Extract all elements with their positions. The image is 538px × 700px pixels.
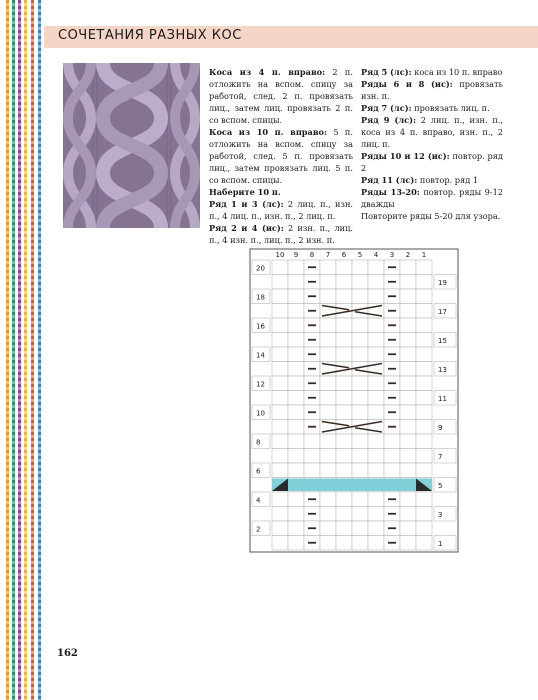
row-label: 16 xyxy=(256,322,265,331)
row-label: 10 xyxy=(256,409,265,418)
chart-cell xyxy=(272,362,288,377)
chart-cell xyxy=(416,260,432,275)
chart-cell xyxy=(272,376,288,391)
chart-cell xyxy=(368,434,384,449)
chart-cell xyxy=(320,391,336,406)
page-number: 162 xyxy=(57,648,78,659)
chart-cell xyxy=(288,275,304,290)
chart-cell xyxy=(272,434,288,449)
chart-cell xyxy=(352,492,368,507)
chart-cell xyxy=(272,521,288,536)
chart-cell xyxy=(400,304,416,319)
chart-cell xyxy=(416,536,432,551)
chart-cell xyxy=(320,405,336,420)
chart-cell xyxy=(272,260,288,275)
chart-cell xyxy=(320,318,336,333)
chart-cell xyxy=(384,463,400,478)
row-label: 4 xyxy=(256,496,261,505)
chart-cell xyxy=(400,521,416,536)
chart-cell xyxy=(288,521,304,536)
chart-cell xyxy=(416,420,432,435)
chart-cell xyxy=(272,492,288,507)
chart-cell xyxy=(352,449,368,464)
chart-cell xyxy=(288,318,304,333)
chart-cell xyxy=(416,405,432,420)
chart-cell xyxy=(400,420,416,435)
chart-cell xyxy=(352,289,368,304)
chart-cell xyxy=(368,405,384,420)
chart-cell xyxy=(416,391,432,406)
chart-cell xyxy=(320,275,336,290)
chart-cell xyxy=(272,347,288,362)
chart-cell xyxy=(288,260,304,275)
row-label: 5 xyxy=(438,482,443,490)
chart-cell xyxy=(352,376,368,391)
chart-cell xyxy=(288,405,304,420)
chart-cell xyxy=(400,434,416,449)
chart-cell xyxy=(272,507,288,522)
chart-cell xyxy=(272,449,288,464)
column-label: 4 xyxy=(373,251,379,259)
row-label: 8 xyxy=(256,438,261,447)
chart-cell xyxy=(400,536,416,551)
chart-cell xyxy=(320,260,336,275)
chart-cell xyxy=(304,463,320,478)
chart-cell xyxy=(288,391,304,406)
chart-cell xyxy=(352,463,368,478)
chart-cell xyxy=(352,391,368,406)
column-label: 5 xyxy=(357,251,363,259)
instruction-line: Ряд 9 (лс): 2 лиц. п., изн. п., коса из 4 п. вправо, изн. п., 2 лиц. п. xyxy=(361,115,503,149)
chart-cell xyxy=(336,463,352,478)
chart-cell xyxy=(288,304,304,319)
chart-cell xyxy=(320,521,336,536)
row-label: 15 xyxy=(438,337,447,345)
chart-cell xyxy=(400,391,416,406)
chart-cell xyxy=(416,492,432,507)
chart-cell xyxy=(336,434,352,449)
chart-cell xyxy=(352,318,368,333)
chart-cell xyxy=(320,492,336,507)
chart-cell xyxy=(368,318,384,333)
instruction-line: Ряд 1 и 3 (лс): 2 лиц. п., изн. п., 4 лиц. п., изн. п., 2 лиц. п. xyxy=(209,199,354,221)
yarn-strand-red xyxy=(31,0,34,700)
instruction-line: Ряды 6 и 8 (ис): провязать изн. п. xyxy=(361,79,503,101)
instruction-line: Ряды 10 и 12 (ис): повтор. ряд 2 xyxy=(361,151,503,173)
chart-cell xyxy=(368,463,384,478)
chart-cell xyxy=(320,507,336,522)
chart-cell xyxy=(368,492,384,507)
chart-cell xyxy=(352,347,368,362)
instruction-line: Наберите 10 п. xyxy=(209,187,281,197)
row-label: 2 xyxy=(256,525,261,534)
chart-cell xyxy=(288,434,304,449)
chart-cell xyxy=(368,275,384,290)
chart-cell xyxy=(272,463,288,478)
chart-cell xyxy=(336,347,352,362)
chart-cell xyxy=(368,289,384,304)
column-label: 6 xyxy=(341,251,347,259)
knitting-chart xyxy=(244,248,460,564)
chart-cell xyxy=(336,521,352,536)
chart-cell xyxy=(416,275,432,290)
column-label: 1 xyxy=(421,251,427,259)
chart-cell xyxy=(272,289,288,304)
chart-cell xyxy=(352,333,368,348)
row-label: 20 xyxy=(256,264,265,273)
chart-cell xyxy=(272,333,288,348)
row-label: 18 xyxy=(256,293,265,302)
chart-cell xyxy=(288,536,304,551)
chart-cell xyxy=(416,333,432,348)
chart-cell xyxy=(400,289,416,304)
chart-cell xyxy=(336,333,352,348)
chart-cell xyxy=(320,449,336,464)
instruction-line: Ряд 11 (лс): повтор. ряд 1 xyxy=(361,175,479,185)
chart-cell xyxy=(400,260,416,275)
row-label: 11 xyxy=(438,395,447,403)
chart-cell xyxy=(272,420,288,435)
chart-cell xyxy=(320,463,336,478)
chart-cell xyxy=(320,289,336,304)
chart-cell xyxy=(288,463,304,478)
chart-cell xyxy=(352,434,368,449)
chart-cell xyxy=(416,318,432,333)
row-label-cell xyxy=(252,492,270,507)
instruction-line: Коса из 4 п. вправо: 2 п. отложить на вспом. спицу за работой, след. 2 п. провязать лиц., затем лиц. провязать 2 п. со вспом. спицы. xyxy=(209,67,353,125)
instructions-right-column xyxy=(361,66,503,222)
row-label: 12 xyxy=(256,380,265,389)
instruction-line: Повторите ряды 5-20 для узора. xyxy=(361,211,501,221)
chart-cell xyxy=(400,405,416,420)
chart-cell xyxy=(272,318,288,333)
chart-cell xyxy=(400,449,416,464)
chart-cell xyxy=(320,536,336,551)
instruction-line: Ряд 7 (лс): провязать лиц. п. xyxy=(361,103,490,113)
chart-cell xyxy=(288,376,304,391)
row-label: 13 xyxy=(438,366,447,374)
chart-cell xyxy=(416,304,432,319)
chart-cell xyxy=(288,420,304,435)
instruction-line: Коса из 10 п. вправо: 5 п. отложить на вспом. спицу за работой, след. 5 п. провязать лиц., затем провязать лиц. 5 п. со вспом. спицы. xyxy=(209,127,353,185)
chart-cell xyxy=(416,507,432,522)
chart-cell xyxy=(336,275,352,290)
chart-cell xyxy=(368,507,384,522)
chart-cell xyxy=(416,362,432,377)
chart-cell xyxy=(352,405,368,420)
yarn-strand-yellow xyxy=(24,0,27,700)
chart-cell xyxy=(320,347,336,362)
chart-cell xyxy=(336,405,352,420)
chart-cell xyxy=(416,434,432,449)
chart-cell xyxy=(272,391,288,406)
chart-cell xyxy=(352,260,368,275)
chart-cell xyxy=(272,405,288,420)
chart-cell xyxy=(336,507,352,522)
instruction-line: Ряды 13-20: повтор. ряды 9-12 дважды xyxy=(361,187,503,209)
instruction-line: Ряд 2 и 4 (ис): 2 изн. п., лиц. п., 4 изн. п., лиц. п., 2 изн. п. xyxy=(209,223,353,245)
chart-cell xyxy=(368,536,384,551)
chart-cell xyxy=(400,275,416,290)
instructions-left-column xyxy=(209,66,353,246)
column-label: 7 xyxy=(325,251,331,259)
chart-cell xyxy=(288,333,304,348)
yarn-strand-green xyxy=(12,0,15,700)
column-label: 2 xyxy=(405,251,411,259)
chart-cell xyxy=(336,492,352,507)
chart-cell xyxy=(368,333,384,348)
chart-cell xyxy=(368,391,384,406)
row-label: 3 xyxy=(438,511,443,519)
chart-cell xyxy=(416,449,432,464)
chart-cell xyxy=(288,362,304,377)
chart-cell xyxy=(336,391,352,406)
row-label: 17 xyxy=(438,308,447,316)
chart-cell xyxy=(288,347,304,362)
chart-cell xyxy=(400,507,416,522)
chart-cell xyxy=(416,521,432,536)
chart-cell xyxy=(272,536,288,551)
chart-cell xyxy=(384,449,400,464)
knit-swatch-photo xyxy=(63,63,200,228)
chart-cell xyxy=(368,347,384,362)
chart-cell xyxy=(304,434,320,449)
chart-cell xyxy=(368,521,384,536)
chart-cell xyxy=(400,492,416,507)
instruction-line: Ряд 5 (лс): коса из 10 п. вправо xyxy=(361,67,503,77)
chart-cell xyxy=(352,275,368,290)
chart-cell xyxy=(368,376,384,391)
cable-10-band xyxy=(272,479,432,492)
chart-cell xyxy=(336,260,352,275)
chart-cell xyxy=(336,376,352,391)
yarn-strand-blue xyxy=(38,0,41,700)
chart-cell xyxy=(400,347,416,362)
page-title: СОЧЕТАНИЯ РАЗНЫХ КОС xyxy=(58,28,242,43)
chart-cell xyxy=(336,318,352,333)
row-label: 9 xyxy=(438,424,443,432)
row-label: 19 xyxy=(438,279,447,287)
chart-cell xyxy=(336,289,352,304)
chart-cell xyxy=(400,318,416,333)
yarn-strand-purple xyxy=(18,0,21,700)
chart-cell xyxy=(272,275,288,290)
row-label-cell xyxy=(252,521,270,536)
chart-cell xyxy=(416,376,432,391)
chart-cell xyxy=(320,376,336,391)
yarn-strand-orange xyxy=(6,0,9,700)
chart-cell xyxy=(320,434,336,449)
chart-cell xyxy=(352,536,368,551)
chart-cell xyxy=(416,289,432,304)
chart-cell xyxy=(288,492,304,507)
chart-cell xyxy=(272,304,288,319)
chart-cell xyxy=(400,362,416,377)
column-label: 10 xyxy=(275,251,285,259)
chart-cell xyxy=(288,507,304,522)
row-label: 6 xyxy=(256,467,261,476)
chart-cell xyxy=(352,521,368,536)
chart-cell xyxy=(400,333,416,348)
chart-cell xyxy=(288,449,304,464)
row-label: 7 xyxy=(438,453,443,461)
chart-cell xyxy=(304,449,320,464)
column-label: 3 xyxy=(389,251,395,259)
chart-cell xyxy=(416,463,432,478)
row-label-cell xyxy=(252,463,270,478)
row-label-cell xyxy=(252,434,270,449)
chart-cell xyxy=(368,260,384,275)
chart-cell xyxy=(352,507,368,522)
chart-cell xyxy=(416,347,432,362)
chart-cell xyxy=(384,434,400,449)
chart-cell xyxy=(336,536,352,551)
column-label: 8 xyxy=(309,251,315,259)
column-label: 9 xyxy=(293,251,299,259)
chart-cell xyxy=(368,449,384,464)
chart-cell xyxy=(336,449,352,464)
row-label: 14 xyxy=(256,351,265,360)
knit-swatch-illustration xyxy=(63,63,200,228)
row-label: 1 xyxy=(438,540,443,548)
chart-cell xyxy=(400,376,416,391)
chart-cell xyxy=(288,289,304,304)
chart-cell xyxy=(400,463,416,478)
chart-cell xyxy=(320,333,336,348)
